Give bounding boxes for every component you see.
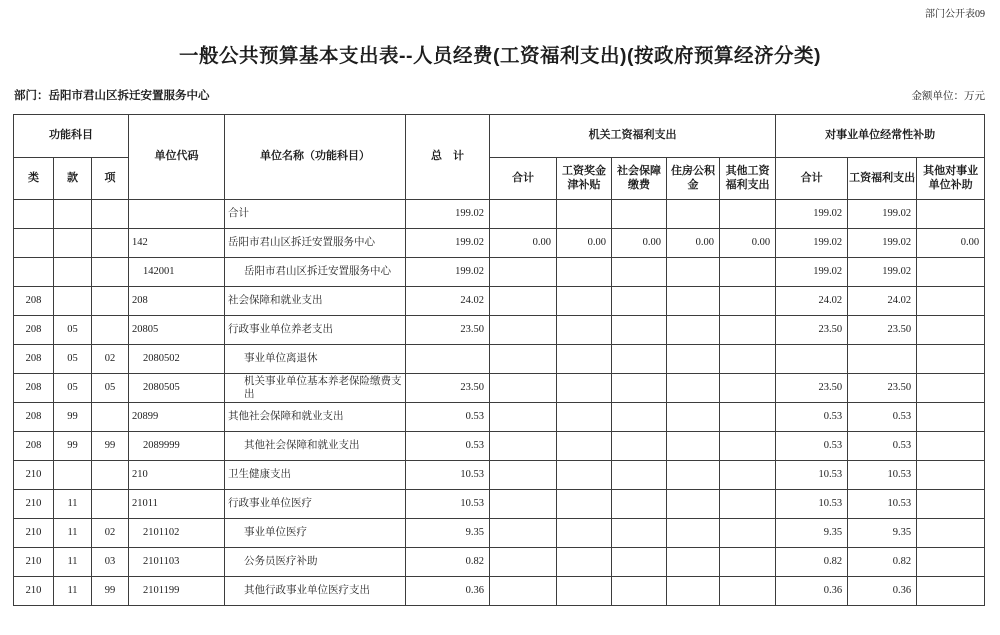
cell-inst-welfare: 0.82: [848, 548, 917, 577]
cell-kuan: 11: [54, 490, 92, 519]
cell-org-social: [612, 316, 667, 345]
cell-org-subtotal: [490, 287, 557, 316]
cell-inst-subtotal: 199.02: [776, 258, 848, 287]
cell-org-housing: [667, 548, 720, 577]
cell-org-housing: [667, 490, 720, 519]
cell-inst-subtotal: 23.50: [776, 374, 848, 403]
cell-inst-subtotal: 0.53: [776, 432, 848, 461]
cell-org-subtotal: [490, 577, 557, 606]
cell-xiang: [92, 461, 129, 490]
cell-unit-name: 事业单位离退休: [225, 345, 406, 374]
table-row: [14, 490, 985, 519]
cell-org-subtotal: [490, 258, 557, 287]
cell-unit-code: 2080502: [129, 345, 225, 374]
cell-org-bonus: [557, 258, 612, 287]
cell-org-social: 0.00: [612, 229, 667, 258]
header-class: 类: [14, 158, 54, 200]
cell-org-bonus: [557, 577, 612, 606]
cell-inst-subtotal: 0.53: [776, 403, 848, 432]
cell-inst-welfare: 10.53: [848, 461, 917, 490]
cell-total: 24.02: [406, 287, 490, 316]
cell-xiang: [92, 258, 129, 287]
cell-org-bonus: [557, 200, 612, 229]
cell-org-subtotal: [490, 345, 557, 374]
cell-xiang: [92, 490, 129, 519]
header-kuan: 款: [54, 158, 92, 200]
cell-inst-welfare: 199.02: [848, 229, 917, 258]
cell-org-housing: [667, 200, 720, 229]
table-row: [14, 258, 985, 287]
cell-kuan: [54, 258, 92, 287]
cell-org-housing: [667, 287, 720, 316]
header-org-subtotal: 合计: [490, 158, 557, 200]
cell-xiang: [92, 229, 129, 258]
cell-inst-welfare: [848, 345, 917, 374]
cell-org-bonus: [557, 345, 612, 374]
cell-inst-welfare: 9.35: [848, 519, 917, 548]
cell-inst-other: [917, 461, 985, 490]
cell-class: [14, 200, 54, 229]
table-row: [14, 548, 985, 577]
cell-class: 208: [14, 345, 54, 374]
cell-kuan: 11: [54, 577, 92, 606]
cell-total: 23.50: [406, 316, 490, 345]
cell-org-housing: [667, 432, 720, 461]
cell-org-social: [612, 577, 667, 606]
meta-line: [0, 89, 1000, 103]
table-row: [14, 374, 985, 403]
cell-xiang: [92, 316, 129, 345]
cell-kuan: [54, 461, 92, 490]
cell-unit-name: 社会保障和就业支出: [225, 287, 406, 316]
cell-class: 210: [14, 490, 54, 519]
cell-org-housing: [667, 461, 720, 490]
cell-class: [14, 258, 54, 287]
cell-org-subtotal: [490, 461, 557, 490]
cell-inst-welfare: 24.02: [848, 287, 917, 316]
cell-org-bonus: [557, 490, 612, 519]
table-row: [14, 403, 985, 432]
cell-org-social: [612, 461, 667, 490]
cell-org-other: [720, 258, 776, 287]
cell-unit-name: 岳阳市君山区拆迁安置服务中心: [225, 229, 406, 258]
cell-inst-other: [917, 345, 985, 374]
cell-kuan: [54, 287, 92, 316]
cell-unit-name: 机关事业单位基本养老保险缴费支出: [225, 374, 406, 403]
cell-org-other: [720, 519, 776, 548]
cell-org-other: [720, 577, 776, 606]
cell-total: 199.02: [406, 258, 490, 287]
cell-unit-name: 其他行政事业单位医疗支出: [225, 577, 406, 606]
cell-class: 208: [14, 316, 54, 345]
cell-inst-subtotal: 199.02: [776, 229, 848, 258]
cell-org-social: [612, 403, 667, 432]
header-func-subject: 功能科目: [14, 115, 129, 158]
header-org-housing: 住房公积金: [667, 158, 720, 200]
cell-org-other: [720, 432, 776, 461]
cell-org-social: [612, 490, 667, 519]
cell-total: 9.35: [406, 519, 490, 548]
cell-xiang: [92, 200, 129, 229]
header-xiang: 项: [92, 158, 129, 200]
cell-org-other: [720, 200, 776, 229]
table-row: [14, 519, 985, 548]
cell-kuan: [54, 229, 92, 258]
cell-org-bonus: [557, 548, 612, 577]
cell-inst-subtotal: 24.02: [776, 287, 848, 316]
cell-org-housing: [667, 519, 720, 548]
cell-org-subtotal: [490, 490, 557, 519]
cell-org-other: [720, 461, 776, 490]
cell-org-other: [720, 403, 776, 432]
cell-inst-other: 0.00: [917, 229, 985, 258]
header-inst-subtotal: 合计: [776, 158, 848, 200]
cell-unit-code: 208: [129, 287, 225, 316]
cell-xiang: 99: [92, 432, 129, 461]
header-inst-other: 其他对事业单位补助: [917, 158, 985, 200]
header-org-group: 机关工资福利支出: [490, 115, 776, 158]
page-title: 一般公共预算基本支出表--人员经费(工资福利支出)(按政府预算经济分类): [179, 45, 821, 67]
cell-org-social: [612, 287, 667, 316]
cell-org-social: [612, 200, 667, 229]
cell-xiang: 03: [92, 548, 129, 577]
cell-inst-welfare: 0.53: [848, 432, 917, 461]
cell-inst-other: [917, 548, 985, 577]
cell-xiang: 02: [92, 519, 129, 548]
cell-org-subtotal: [490, 374, 557, 403]
header-total: 总 计: [406, 115, 490, 200]
cell-total: 199.02: [406, 200, 490, 229]
cell-org-other: [720, 345, 776, 374]
cell-xiang: [92, 403, 129, 432]
cell-class: 210: [14, 548, 54, 577]
cell-xiang: [92, 287, 129, 316]
cell-org-bonus: [557, 519, 612, 548]
cell-class: 210: [14, 519, 54, 548]
cell-total: 0.82: [406, 548, 490, 577]
table-row: [14, 461, 985, 490]
cell-unit-name: 岳阳市君山区拆迁安置服务中心: [225, 258, 406, 287]
cell-org-subtotal: [490, 403, 557, 432]
cell-kuan: [54, 200, 92, 229]
cell-xiang: 05: [92, 374, 129, 403]
cell-inst-subtotal: 10.53: [776, 490, 848, 519]
cell-org-subtotal: [490, 432, 557, 461]
cell-org-social: [612, 519, 667, 548]
cell-unit-name: 行政事业单位医疗: [225, 490, 406, 519]
cell-org-bonus: [557, 374, 612, 403]
cell-org-subtotal: [490, 200, 557, 229]
cell-xiang: 02: [92, 345, 129, 374]
cell-inst-other: [917, 258, 985, 287]
budget-table: [13, 114, 985, 606]
cell-kuan: 11: [54, 548, 92, 577]
cell-inst-other: [917, 316, 985, 345]
cell-unit-name: 卫生健康支出: [225, 461, 406, 490]
cell-org-social: [612, 258, 667, 287]
corner-note: 部门公开表09: [925, 9, 985, 20]
cell-kuan: 11: [54, 519, 92, 548]
header-org-social: 社会保障缴费: [612, 158, 667, 200]
cell-org-social: [612, 548, 667, 577]
table-row: [14, 287, 985, 316]
cell-unit-code: 142: [129, 229, 225, 258]
cell-kuan: 99: [54, 403, 92, 432]
cell-org-housing: [667, 403, 720, 432]
cell-inst-welfare: 10.53: [848, 490, 917, 519]
cell-org-social: [612, 432, 667, 461]
cell-unit-code: 2080505: [129, 374, 225, 403]
cell-class: 210: [14, 577, 54, 606]
cell-inst-welfare: 23.50: [848, 316, 917, 345]
cell-inst-other: [917, 577, 985, 606]
cell-unit-code: 2101103: [129, 548, 225, 577]
cell-unit-code: [129, 200, 225, 229]
cell-total: 10.53: [406, 461, 490, 490]
cell-total: 0.53: [406, 432, 490, 461]
cell-unit-name: 其他社会保障和就业支出: [225, 403, 406, 432]
cell-inst-subtotal: 199.02: [776, 200, 848, 229]
cell-unit-code: 142001: [129, 258, 225, 287]
cell-kuan: 99: [54, 432, 92, 461]
cell-org-housing: [667, 316, 720, 345]
cell-org-subtotal: [490, 519, 557, 548]
cell-unit-code: 210: [129, 461, 225, 490]
cell-class: [14, 229, 54, 258]
cell-inst-other: [917, 490, 985, 519]
cell-inst-subtotal: 0.82: [776, 548, 848, 577]
cell-unit-code: 2101199: [129, 577, 225, 606]
cell-class: 208: [14, 403, 54, 432]
cell-inst-subtotal: [776, 345, 848, 374]
table-row: [14, 345, 985, 374]
cell-org-housing: [667, 374, 720, 403]
cell-unit-code: 2101102: [129, 519, 225, 548]
cell-org-bonus: [557, 316, 612, 345]
table-body: [14, 200, 985, 606]
cell-inst-other: [917, 403, 985, 432]
header-inst-welfare: 工资福利支出: [848, 158, 917, 200]
cell-inst-subtotal: 0.36: [776, 577, 848, 606]
cell-org-other: [720, 490, 776, 519]
cell-org-housing: [667, 258, 720, 287]
cell-org-housing: [667, 577, 720, 606]
cell-unit-code: 20899: [129, 403, 225, 432]
cell-unit-name: 合计: [225, 200, 406, 229]
cell-org-other: 0.00: [720, 229, 776, 258]
header-unit-code: 单位代码: [129, 115, 225, 200]
cell-inst-other: [917, 374, 985, 403]
header-org-bonus: 工资奖金津补贴: [557, 158, 612, 200]
cell-org-other: [720, 548, 776, 577]
cell-class: 210: [14, 461, 54, 490]
cell-unit-name: 事业单位医疗: [225, 519, 406, 548]
cell-inst-subtotal: 9.35: [776, 519, 848, 548]
cell-inst-welfare: 23.50: [848, 374, 917, 403]
cell-class: 208: [14, 287, 54, 316]
cell-inst-welfare: 0.36: [848, 577, 917, 606]
cell-inst-subtotal: 10.53: [776, 461, 848, 490]
header-org-other: 其他工资福利支出: [720, 158, 776, 200]
cell-inst-welfare: 199.02: [848, 200, 917, 229]
cell-unit-code: 2089999: [129, 432, 225, 461]
cell-unit-code: 21011: [129, 490, 225, 519]
cell-org-subtotal: [490, 548, 557, 577]
cell-inst-other: [917, 200, 985, 229]
cell-org-subtotal: [490, 316, 557, 345]
cell-kuan: 05: [54, 374, 92, 403]
cell-org-bonus: [557, 403, 612, 432]
cell-total: 10.53: [406, 490, 490, 519]
cell-org-bonus: [557, 432, 612, 461]
amount-unit-label: 金额单位：万元: [911, 91, 985, 102]
cell-org-housing: [667, 345, 720, 374]
cell-total: 0.53: [406, 403, 490, 432]
cell-org-other: [720, 287, 776, 316]
cell-unit-name: 其他社会保障和就业支出: [225, 432, 406, 461]
cell-xiang: 99: [92, 577, 129, 606]
table-row: [14, 200, 985, 229]
cell-total: [406, 345, 490, 374]
cell-inst-other: [917, 287, 985, 316]
table-row: [14, 316, 985, 345]
cell-org-bonus: [557, 287, 612, 316]
table-row: [14, 229, 985, 258]
cell-org-bonus: [557, 461, 612, 490]
table-row: [14, 577, 985, 606]
cell-kuan: 05: [54, 345, 92, 374]
cell-org-housing: 0.00: [667, 229, 720, 258]
header-inst-group: 对事业单位经常性补助: [776, 115, 985, 158]
department-label: 部门：岳阳市君山区拆迁安置服务中心: [14, 90, 210, 102]
cell-org-social: [612, 345, 667, 374]
cell-inst-welfare: 199.02: [848, 258, 917, 287]
cell-unit-code: 20805: [129, 316, 225, 345]
cell-org-social: [612, 374, 667, 403]
cell-total: 0.36: [406, 577, 490, 606]
cell-kuan: 05: [54, 316, 92, 345]
cell-total: 199.02: [406, 229, 490, 258]
header-unit-name: 单位名称（功能科目）: [225, 115, 406, 200]
table-row: [14, 432, 985, 461]
cell-inst-other: [917, 519, 985, 548]
table-header: [14, 115, 985, 200]
cell-org-other: [720, 374, 776, 403]
cell-class: 208: [14, 432, 54, 461]
cell-unit-name: 行政事业单位养老支出: [225, 316, 406, 345]
cell-inst-welfare: 0.53: [848, 403, 917, 432]
cell-org-other: [720, 316, 776, 345]
cell-class: 208: [14, 374, 54, 403]
cell-inst-subtotal: 23.50: [776, 316, 848, 345]
cell-org-bonus: 0.00: [557, 229, 612, 258]
cell-inst-other: [917, 432, 985, 461]
cell-org-subtotal: 0.00: [490, 229, 557, 258]
cell-unit-name: 公务员医疗补助: [225, 548, 406, 577]
cell-total: 23.50: [406, 374, 490, 403]
